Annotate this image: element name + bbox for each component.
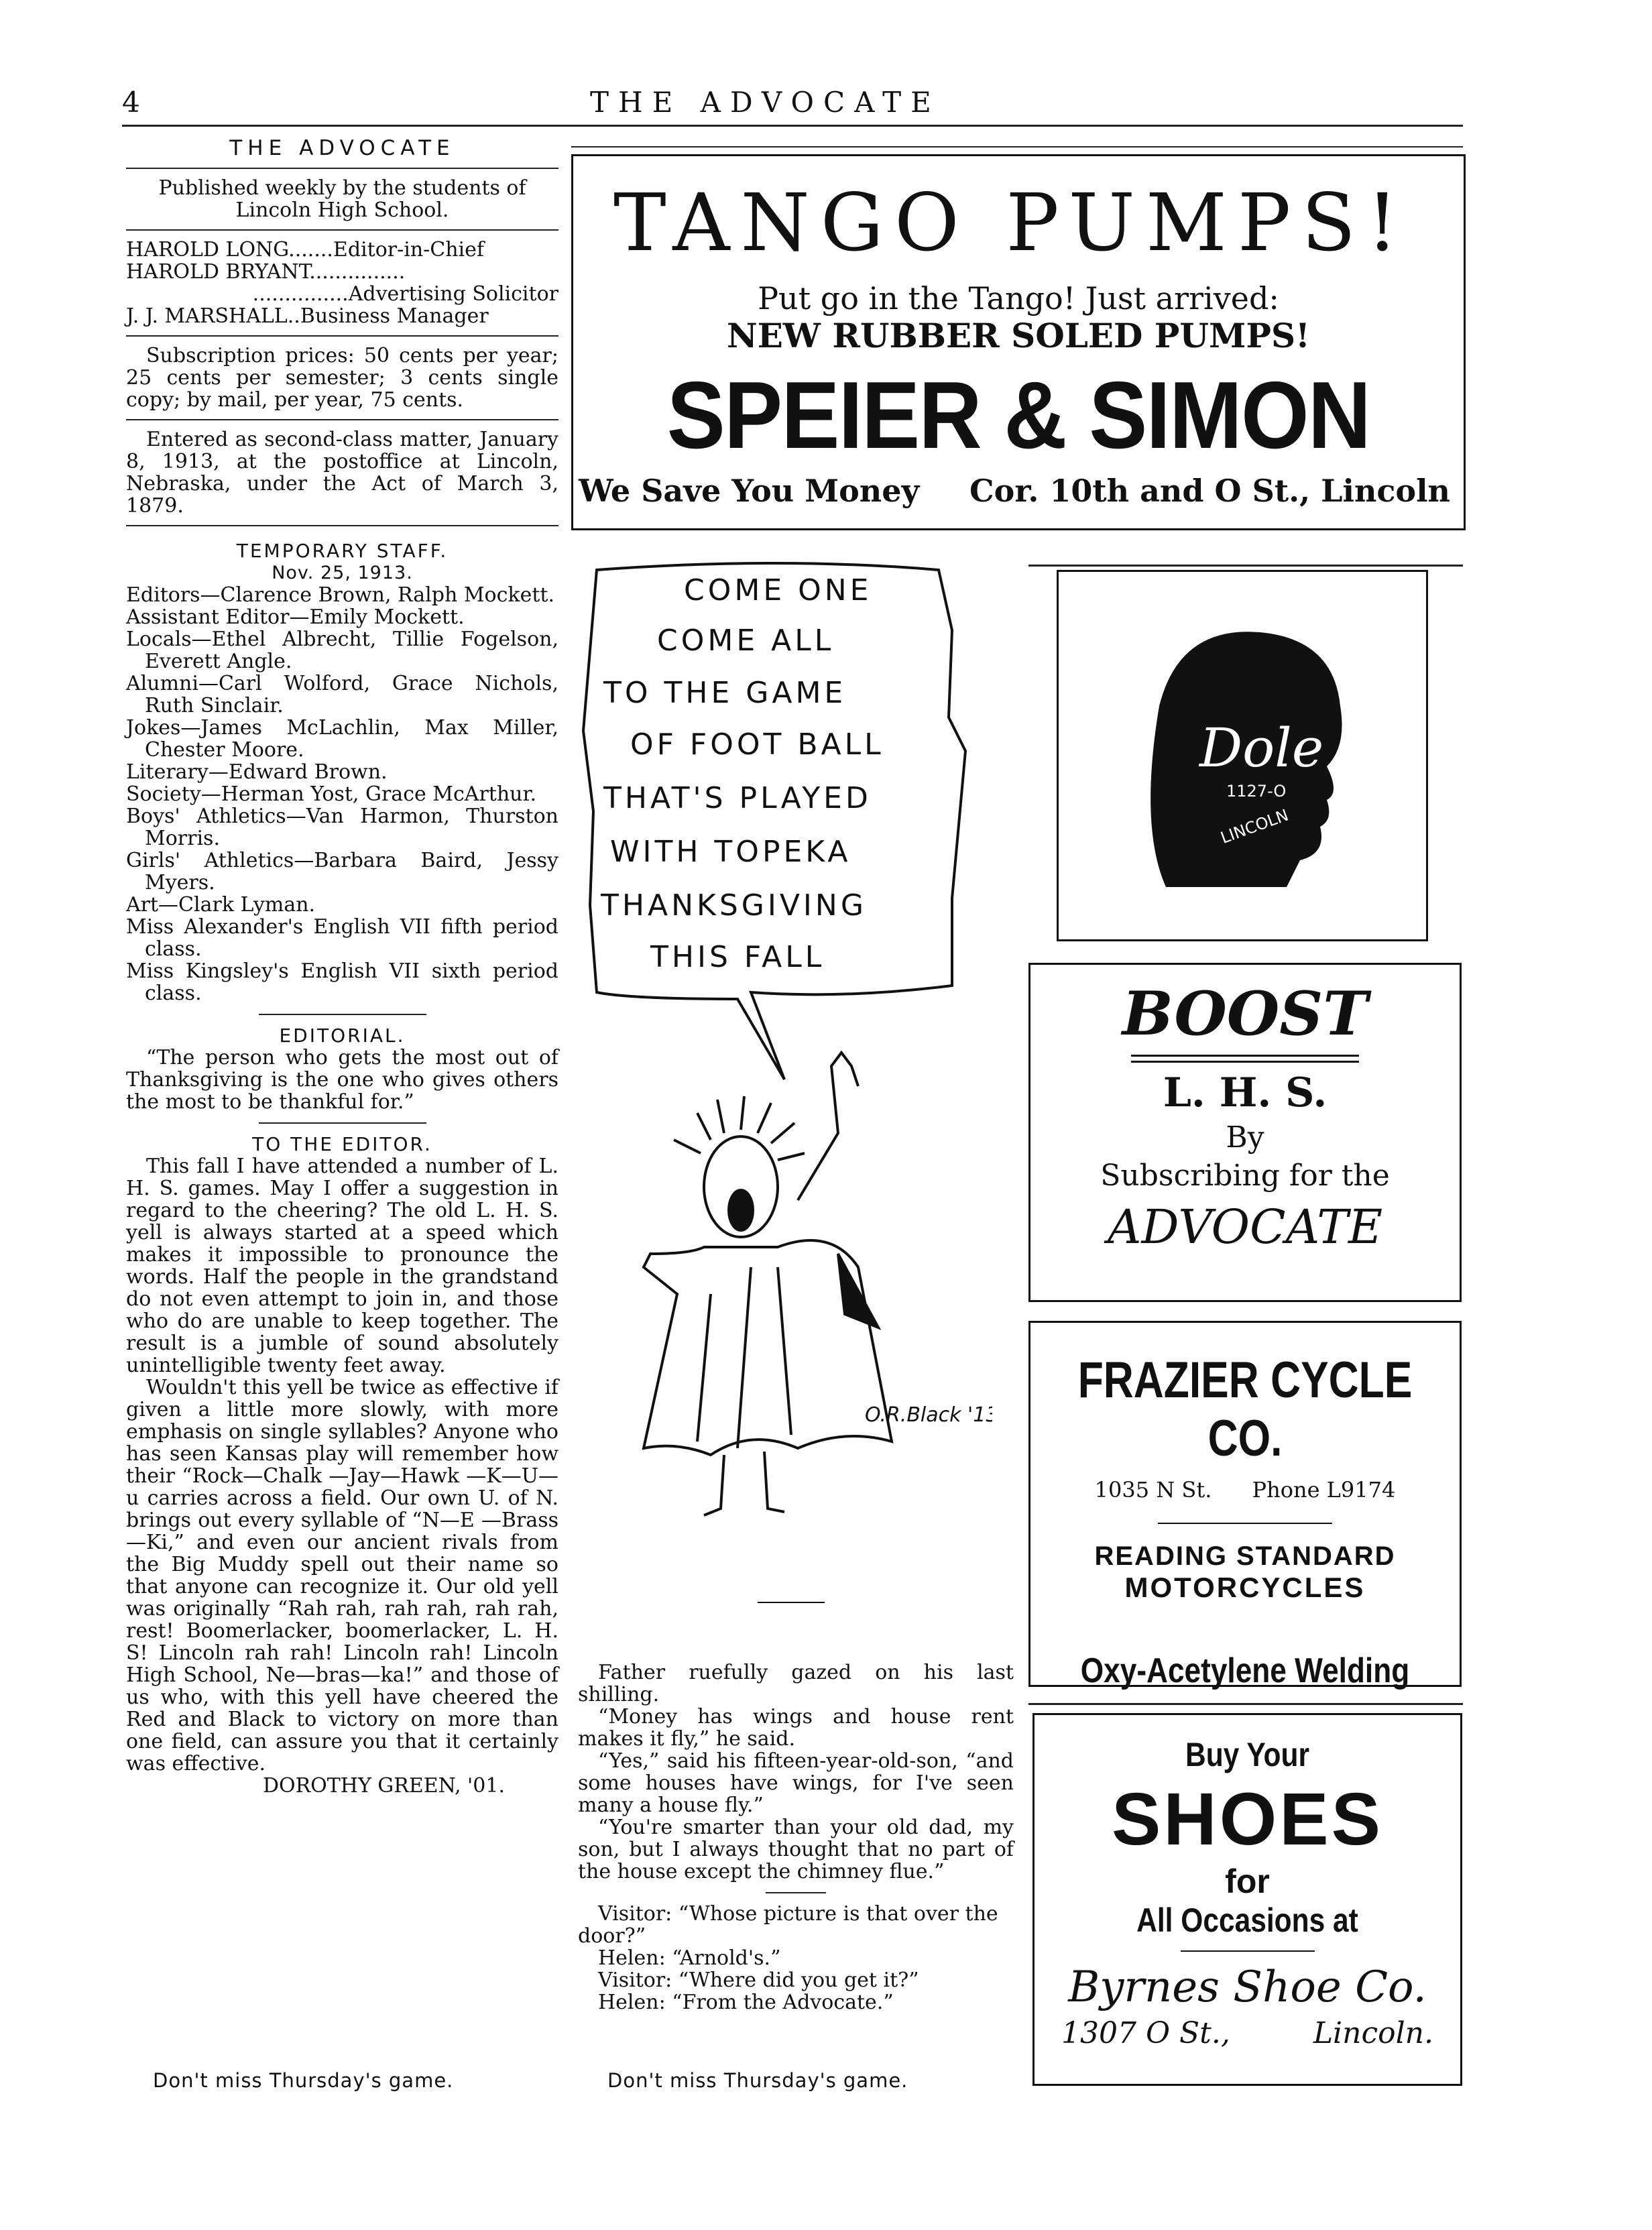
shoes-line: for	[1225, 1863, 1270, 1900]
artist-signature: O.R.Black '13	[865, 1403, 992, 1427]
subscription-prices: Subscription prices: 50 cents per year; 25 cents per semester; 3 cents single copy; by mail, per year, 75 cents.	[126, 344, 558, 412]
ad-speier-simon	[571, 154, 1466, 530]
svg-text:1127-O: 1127-O	[1226, 782, 1287, 801]
letter-heading: TO THE EDITOR.	[252, 1133, 432, 1155]
temporary-staff-heading: TEMPORARY STAFF.	[236, 540, 449, 562]
ad-boost	[1028, 963, 1462, 1302]
ad-headline: TANGO PUMPS!	[613, 176, 1409, 269]
ad-slogan: We Save You Money	[579, 473, 920, 509]
joke-line: Visitor: “Where did you get it?”	[598, 1969, 919, 1992]
joke-line: Father ruefully gazed on his last shilling.	[578, 1661, 1014, 1706]
divider	[126, 419, 558, 420]
letter-paragraph: This fall I have attended a number of L. H. S. games. May I offer a suggestion in regard to the cheering? The old L. H. S. yell is always started at a speed which makes it impossible to pronounce the words. Half the people in the grandstand do not even attempt to join in, and those who do are unable to keep together. The result is a jumble of sound absolutely unintelligible twenty feet away.	[126, 1155, 558, 1377]
joke-line: “Yes,” said his fifteen-year-old-son, “and some houses have wings, for I've seen many a house fly.”	[578, 1749, 1014, 1817]
divider	[126, 229, 558, 231]
ad-frazier-cycle	[1028, 1321, 1462, 1690]
shoes-line: All Occasions at	[1136, 1901, 1358, 1939]
frazier-contact	[1030, 1477, 1460, 1503]
masthead-title: THE ADVOCATE	[229, 136, 455, 160]
svg-text:LINCOLN: LINCOLN	[1218, 805, 1291, 847]
joke-line: Helen: “Arnold's.”	[598, 1946, 781, 1970]
staff-entry: Miss Alexander's English VII fifth period class.	[126, 915, 558, 961]
cartoon-drawing	[577, 556, 992, 1616]
letter-signature: DOROTHY GREEN, '01.	[262, 1774, 505, 1798]
divider	[1158, 1523, 1332, 1524]
bubble-line: OF FOOT BALL	[630, 727, 884, 762]
joke-line: “You're smarter than your old dad, my son, but I always thought that no part of the house except the chimney flue.”	[578, 1816, 1014, 1883]
frazier-line: MOTORCYCLES	[1124, 1572, 1366, 1603]
staff-line: J. J. MARSHALL..Business Manager	[126, 304, 489, 328]
footer-note-left: Don't miss Thursday's game.	[153, 2069, 454, 2092]
cartoon-illustration	[577, 556, 992, 1616]
divider	[1131, 1055, 1359, 1063]
boost-headline: BOOST	[1122, 978, 1368, 1049]
ad-address: Cor. 10th and O St., Lincoln	[969, 473, 1450, 509]
bubble-line: WITH TOPEKA	[610, 835, 851, 869]
divider	[126, 168, 558, 169]
left-column	[126, 137, 558, 1797]
divider	[1181, 1950, 1315, 1952]
dole-logo	[1059, 572, 1426, 939]
boost-line: By	[1226, 1120, 1264, 1155]
frazier-name: FRAZIER CYCLE CO.	[1077, 1352, 1413, 1467]
divider	[259, 1014, 426, 1015]
shoes-address: 1307 O St.,	[1061, 2016, 1230, 2050]
ad-byrnes-shoe	[1032, 1713, 1462, 2086]
ad-top-rule	[1028, 565, 1463, 567]
staff-line: ...............Advertising Solicitor	[252, 282, 558, 306]
bubble-line: COME ONE	[684, 573, 872, 607]
staff-entry: Literary—Edward Brown.	[126, 760, 388, 784]
editorial-heading: EDITORIAL.	[279, 1024, 406, 1047]
bubble-line: COME ALL	[657, 624, 835, 658]
svg-text:Dole: Dole	[1199, 717, 1324, 779]
ad-dole	[1057, 570, 1428, 941]
shoes-address-row	[1035, 2016, 1460, 2050]
joke-line: Helen: “From the Advocate.”	[598, 1991, 894, 2014]
bubble-line: THIS FALL	[650, 940, 825, 974]
screaming-figure	[644, 1053, 892, 1515]
shoes-line: Buy Your	[1185, 1736, 1309, 1773]
entry-notice: Entered as second-class matter, January 8, 1913, at the postoffice at Lincoln, Nebraska, under the Act of March 3, 1879.	[126, 428, 558, 518]
divider	[259, 1122, 426, 1124]
boost-line: Subscribing for the	[1100, 1159, 1390, 1193]
staff-entry: Girls' Athletics—Barbara Baird, Jessy Myers.	[126, 849, 558, 894]
staff-entry: Art—Clark Lyman.	[126, 893, 316, 917]
bubble-line: THANKSGIVING	[601, 888, 867, 923]
staff-entry: Boys' Athletics—Van Harmon, Thurston Morris.	[126, 805, 558, 850]
staff-entry: Editors—Clarence Brown, Ralph Mockett.	[126, 583, 554, 607]
shoes-headline: SHOES	[1111, 1778, 1384, 1861]
divider	[126, 335, 558, 337]
footer-note-middle: Don't miss Thursday's game.	[607, 2069, 908, 2092]
staff-entry: Assistant Editor—Emily Mockett.	[126, 605, 465, 629]
shoes-city: Lincoln.	[1313, 2016, 1433, 2050]
joke-line: “Money has wings and house rent makes it fly,” he said.	[578, 1705, 1014, 1751]
divider	[766, 1892, 826, 1893]
header-rule	[122, 125, 1463, 127]
published-note: Published weekly by the students of Lincoln High School.	[158, 176, 526, 222]
staff-entry: Alumni—Carl Wolford, Grace Nichols, Ruth Sinclair.	[126, 672, 558, 717]
boost-line: ADVOCATE	[1107, 1199, 1383, 1254]
staff-line: HAROLD BRYANT...............	[126, 260, 406, 284]
ad-top-rule	[571, 146, 1463, 148]
joke-line: Visitor: “Whose picture is that over the door?”	[578, 1902, 998, 1948]
editorial-text: “The person who gets the most out of Thanksgiving is the one who gives others the most to be thankful for.”	[126, 1046, 558, 1114]
frazier-line: Oxy-Acetylene Welding	[1080, 1651, 1410, 1690]
frazier-phone: Phone L9174	[1252, 1477, 1396, 1503]
running-title: THE ADVOCATE	[590, 86, 941, 119]
shoes-store-name: Byrnes Shoe Co.	[1068, 1962, 1427, 2012]
middle-column	[578, 1661, 1014, 2013]
staff-entry: Society—Herman Yost, Grace McArthur.	[126, 782, 537, 806]
boost-line: L. H. S.	[1163, 1069, 1328, 1116]
ad-line: NEW RUBBER SOLED PUMPS!	[726, 316, 1311, 355]
staff-entry: Jokes—James McLachlin, Max Miller, Chester Moore.	[126, 716, 558, 762]
temporary-staff-date: Nov. 25, 1913.	[272, 563, 413, 583]
ad-store-name: SPEIER & SIMON	[666, 362, 1370, 469]
divider	[126, 525, 558, 526]
staff-line: HAROLD LONG.......Editor-in-Chief	[126, 238, 485, 261]
page-number: 4	[122, 86, 140, 119]
letter-paragraph: Wouldn't this yell be twice as effective if given a little more slowly, with more emphasis on single syllables? Anyone who has seen Kansas play will remember how their “Rock—Chalk —Jay—Hawk —K—U—u carries across a field. Our own U. of N. brings out every syllable of “N—E —Brass—Ki,” and even our ancient rivals from the Big Muddy spell out their name so that anyone can recognize it. Our old yell was originally “Rah rah, rah rah, rah rah, rest! Boomerlacker, boomerlacker, L. H. S! Lincoln rah rah! Lincoln rah! Lincoln High School, Ne—bras—ka!” and those of us who, with this yell have cheered the Red and Black to victory on more than one field, can assure you that it certainly was effective.	[126, 1376, 558, 1775]
frazier-line: READING STANDARD	[1094, 1541, 1396, 1571]
bubble-line: THAT'S PLAYED	[603, 781, 872, 815]
ad-line: Put go in the Tango! Just arrived:	[758, 280, 1279, 316]
frazier-address: 1035 N St.	[1094, 1477, 1212, 1503]
ad-top-rule	[1028, 1703, 1463, 1705]
bubble-line: TO THE GAME	[603, 676, 847, 710]
staff-entry: Miss Kingsley's English VII sixth period class.	[126, 959, 558, 1005]
staff-entry: Locals—Ethel Albrecht, Tillie Fogelson, Everett Angle.	[126, 628, 558, 673]
